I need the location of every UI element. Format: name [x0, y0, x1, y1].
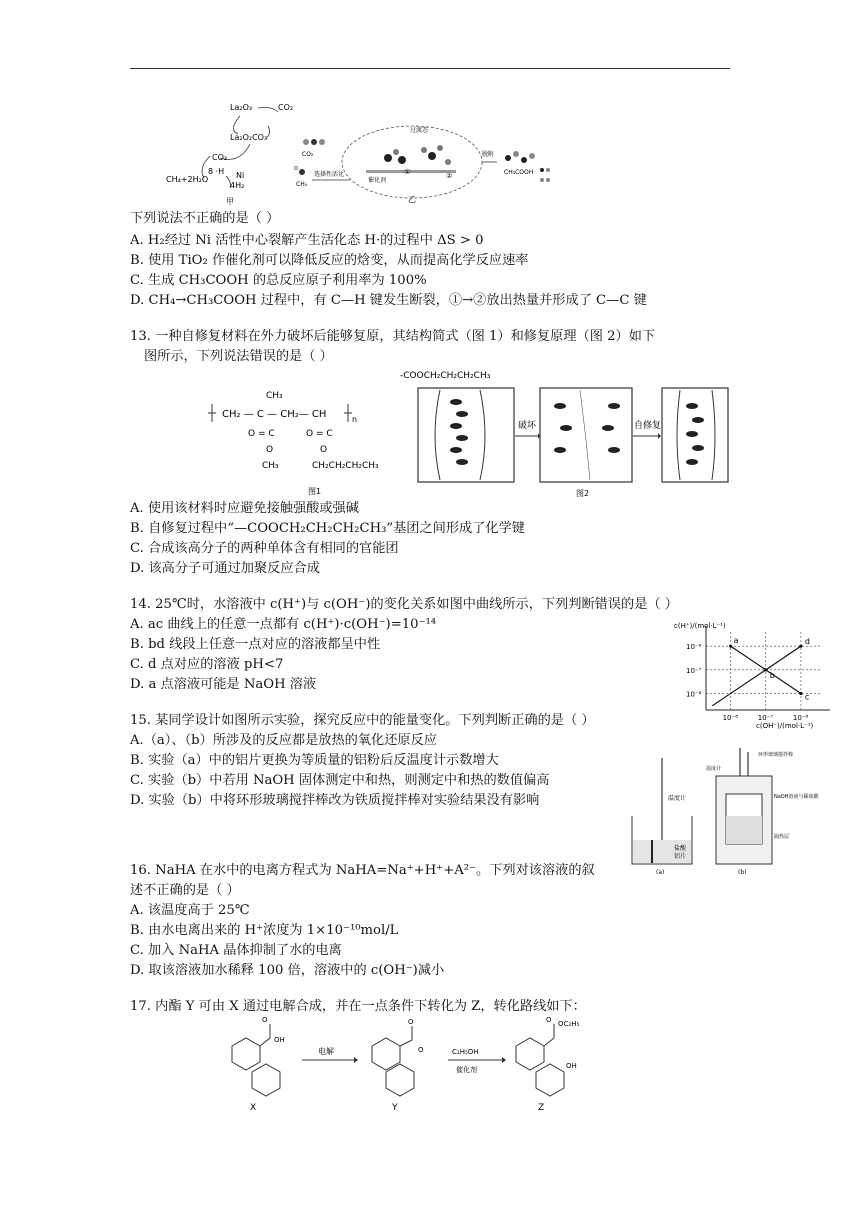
- q15-option-c: C. 实验（b）中若用 NaOH 固体测定中和热，则测定中和热的数值偏高: [130, 773, 550, 788]
- q14-chart: [672, 618, 836, 730]
- z-carbonyl-o: O: [546, 1016, 552, 1024]
- q13-stem-2: 图所示，下列说法错误的是（ ）: [144, 349, 333, 364]
- q14-option-a: A. ac 曲线上的任意一点都有 c(H⁺)·c(OH⁻)=10⁻¹⁴: [130, 617, 437, 632]
- point-d: [799, 645, 802, 648]
- select-activation-label: 选择性活化: [314, 171, 345, 178]
- step2-marker: ②: [446, 172, 453, 180]
- fig-a-liquid: 盐酸: [674, 845, 687, 852]
- q13-option-a: A. 使用该材料时应避免接触强酸或强碱: [130, 501, 359, 516]
- q16-option-d: D. 取该溶液加水稀释 100 倍，溶液中的 c(OH⁻)减小: [130, 963, 445, 978]
- q15-stem: 15. 某同学设计如图所示实验，探究反应中的能量变化。下列判断正确的是（ ）: [130, 713, 595, 728]
- chart-xlabel: c(OH⁻)/(mol·L⁻¹): [756, 722, 814, 730]
- q13-option-d: D. 该高分子可通过加聚反应合成: [130, 561, 320, 576]
- struct-main-chain: CH₂ — C — CH₂— CH: [222, 409, 327, 420]
- q16-stem-1: 16. NaHA 在水中的电离方程式为 NaHA=Na⁺+H⁺+A²⁻。下列对该溶液的叙: [130, 863, 595, 878]
- x-oh: OH: [274, 1036, 285, 1044]
- q16-option-b: B. 由水电离出来的 H⁺浓度为 1×10⁻¹⁰mol/L: [130, 923, 399, 938]
- struct-butyl: CH₂CH₂CH₂CH₃: [312, 461, 379, 471]
- q15-option-b: B. 实验（a）中的铝片更换为等质量的铝粉后反温度计示数增大: [130, 753, 499, 768]
- group-label: -COOCH₂CH₂CH₂CH₃: [400, 371, 491, 381]
- transition-label: 过渡态: [410, 127, 429, 134]
- q12-option-b: B. 使用 TiO₂ 作催化剂可以降低反应的焓变，从而提高化学反应速率: [130, 253, 529, 268]
- y-tick-label: 10⁻⁶: [686, 643, 702, 652]
- y-carbonyl-o: O: [408, 1018, 414, 1026]
- point-label-a: a: [733, 636, 739, 646]
- co2-label-2: CO₂: [212, 153, 228, 162]
- product-arrow-label: 脱附: [482, 151, 495, 158]
- z-oh: OH: [566, 1062, 577, 1070]
- fig-a-caption: (a): [656, 869, 665, 874]
- q17-reaction-scheme: [212, 1016, 632, 1112]
- h2-label: 4H₂: [230, 181, 245, 190]
- arrow2-top-label: C₂H₅OH: [452, 1048, 479, 1056]
- q15-option-d: D. 实验（b）中将环形玻璃搅拌棒改为铁质搅拌棒对实验结果没有影响: [130, 793, 540, 808]
- figure-2-caption: 图2: [576, 489, 590, 498]
- panel-intact: [418, 388, 514, 482]
- figure-jia: [160, 96, 300, 208]
- break-arrow-label: 破坏: [518, 421, 537, 431]
- figure-yi-caption: 乙: [408, 195, 416, 204]
- catalyst-label: 催化剂: [368, 177, 387, 184]
- fig-b-insulation: 隔热层: [774, 834, 790, 840]
- q16-option-a: A. 该温度高于 25℃: [130, 903, 250, 918]
- co2-label: CO₂: [278, 103, 294, 112]
- struct-ch3-bottom: CH₃: [262, 461, 279, 471]
- x-carbonyl-o: O: [262, 1016, 268, 1024]
- y-tick-label: 10⁻⁸: [686, 690, 702, 699]
- arrow2-bottom-label: 催化剂: [456, 1066, 477, 1074]
- panel-broken: [540, 388, 632, 482]
- q14-option-d: D. a 点溶液可能是 NaOH 溶液: [130, 677, 317, 692]
- struct-n: n: [352, 415, 358, 424]
- fig-b-solution: NaOH溶液与稀盐酸: [774, 794, 819, 800]
- fig-b-stir: 环形玻璃搅拌棒: [758, 752, 794, 758]
- struct-carbonyl-2: O = C: [306, 429, 333, 439]
- compound-z-label: Z: [538, 1103, 545, 1112]
- q15-figures: [622, 746, 832, 874]
- step1-marker: ①: [404, 168, 411, 176]
- point-label-b: b: [769, 670, 775, 680]
- point-b: [764, 668, 767, 671]
- q16-option-c: C. 加入 NaHA 晶体抑制了水的电离: [130, 943, 342, 958]
- fig-b-thermometer: 温度计: [706, 766, 722, 772]
- q13-figure-1: [208, 386, 408, 498]
- fig-b-caption: (b): [738, 869, 747, 874]
- struct-ch3-top: CH₃: [266, 391, 283, 401]
- x-tick-label: 10⁻⁶: [792, 714, 809, 722]
- q12-option-d: D. CH₄→CH₃COOH 过程中，有 C—H 键发生断裂，①→②放出热量并形成了 C—C 键: [130, 293, 647, 308]
- x-tick-label: 10⁻⁷: [757, 714, 774, 722]
- q14-stem: 14. 25℃时，水溶液中 c(H⁺)与 c(OH⁻)的变化关系如图中曲线所示，下列判断错误的是（ ）: [130, 597, 678, 612]
- struct-carbonyl-1: O = C: [248, 429, 275, 439]
- ch4-molecule-label: CH₄: [296, 181, 308, 188]
- ch3cooh-label: CH₃COOH: [504, 169, 534, 176]
- fig-a-thermometer: 温度计: [668, 795, 687, 802]
- z-oc2h5: OC₂H₅: [558, 1020, 580, 1028]
- point-c: [799, 692, 802, 695]
- point-label-d: d: [804, 637, 810, 647]
- point-label-c: c: [804, 692, 810, 702]
- co2-molecule-label: CO₂: [302, 151, 314, 158]
- h-atom-label: 8 ·H: [208, 167, 225, 176]
- q13-option-b: B. 自修复过程中“—COOCH₂CH₂CH₂CH₃”基团之间形成了化学键: [130, 521, 525, 536]
- compound-x-label: X: [250, 1103, 257, 1112]
- la2o2co3-label: La₂O₂CO₃: [230, 133, 268, 142]
- point-a: [729, 645, 732, 648]
- struct-o-1: O: [266, 445, 274, 455]
- x-tick-label: 10⁻⁸: [722, 714, 739, 722]
- q16-stem-2: 述不正确的是（ ）: [130, 883, 240, 898]
- ni-label: Ni: [236, 171, 245, 180]
- arrow1-label: 电解: [318, 1047, 334, 1056]
- y-tick-label: 10⁻⁷: [686, 666, 702, 675]
- figure-jia-caption: 甲: [226, 197, 234, 206]
- y-ring-o: O: [418, 1046, 424, 1054]
- q14-option-c: C. d 点对应的溶液 pH<7: [130, 657, 284, 672]
- la2o3-label: La₂O₃: [230, 103, 253, 112]
- compound-y-label: Y: [392, 1103, 398, 1112]
- figure-yi: [292, 122, 572, 208]
- ch4-water-label: CH₄+2H₂O: [166, 175, 209, 184]
- q12-option-a: A. H₂经过 Ni 活性中心裂解产生活化态 H·的过程中 ΔS > 0: [130, 233, 484, 248]
- chart-ylabel: c(H⁺)/(mol·L⁻¹): [674, 622, 726, 630]
- struct-o-2: O: [320, 445, 328, 455]
- q12-option-c: C. 生成 CH₃COOH 的总反应原子利用率为 100%: [130, 273, 427, 288]
- q13-figure-2: [400, 366, 730, 498]
- q13-option-c: C. 合成该高分子的两种单体含有相同的官能团: [130, 541, 399, 556]
- q14-option-b: B. bd 线段上任意一点对应的溶液都呈中性: [130, 637, 381, 652]
- fig-a-al: 铝片: [674, 853, 687, 860]
- q17-stem: 17. 内酯 Y 可由 X 通过电解合成，并在一点条件下转化为 Z，转化路线如下：: [130, 999, 586, 1014]
- figure-1-caption: 图1: [308, 487, 322, 496]
- header-rule: [130, 68, 730, 69]
- line-bd: [712, 646, 801, 706]
- q15-option-a: A.（a）、（b）所涉及的反应都是放热的氧化还原反应: [130, 733, 437, 748]
- q12-stem: 下列说法不正确的是（ ）: [130, 211, 280, 226]
- repair-arrow-label: 自修复: [634, 421, 662, 431]
- q13-stem-1: 13. 一种自修复材料在外力破坏后能够复原，其结构简式（图 1）和修复原理（图 2）如下: [130, 329, 656, 344]
